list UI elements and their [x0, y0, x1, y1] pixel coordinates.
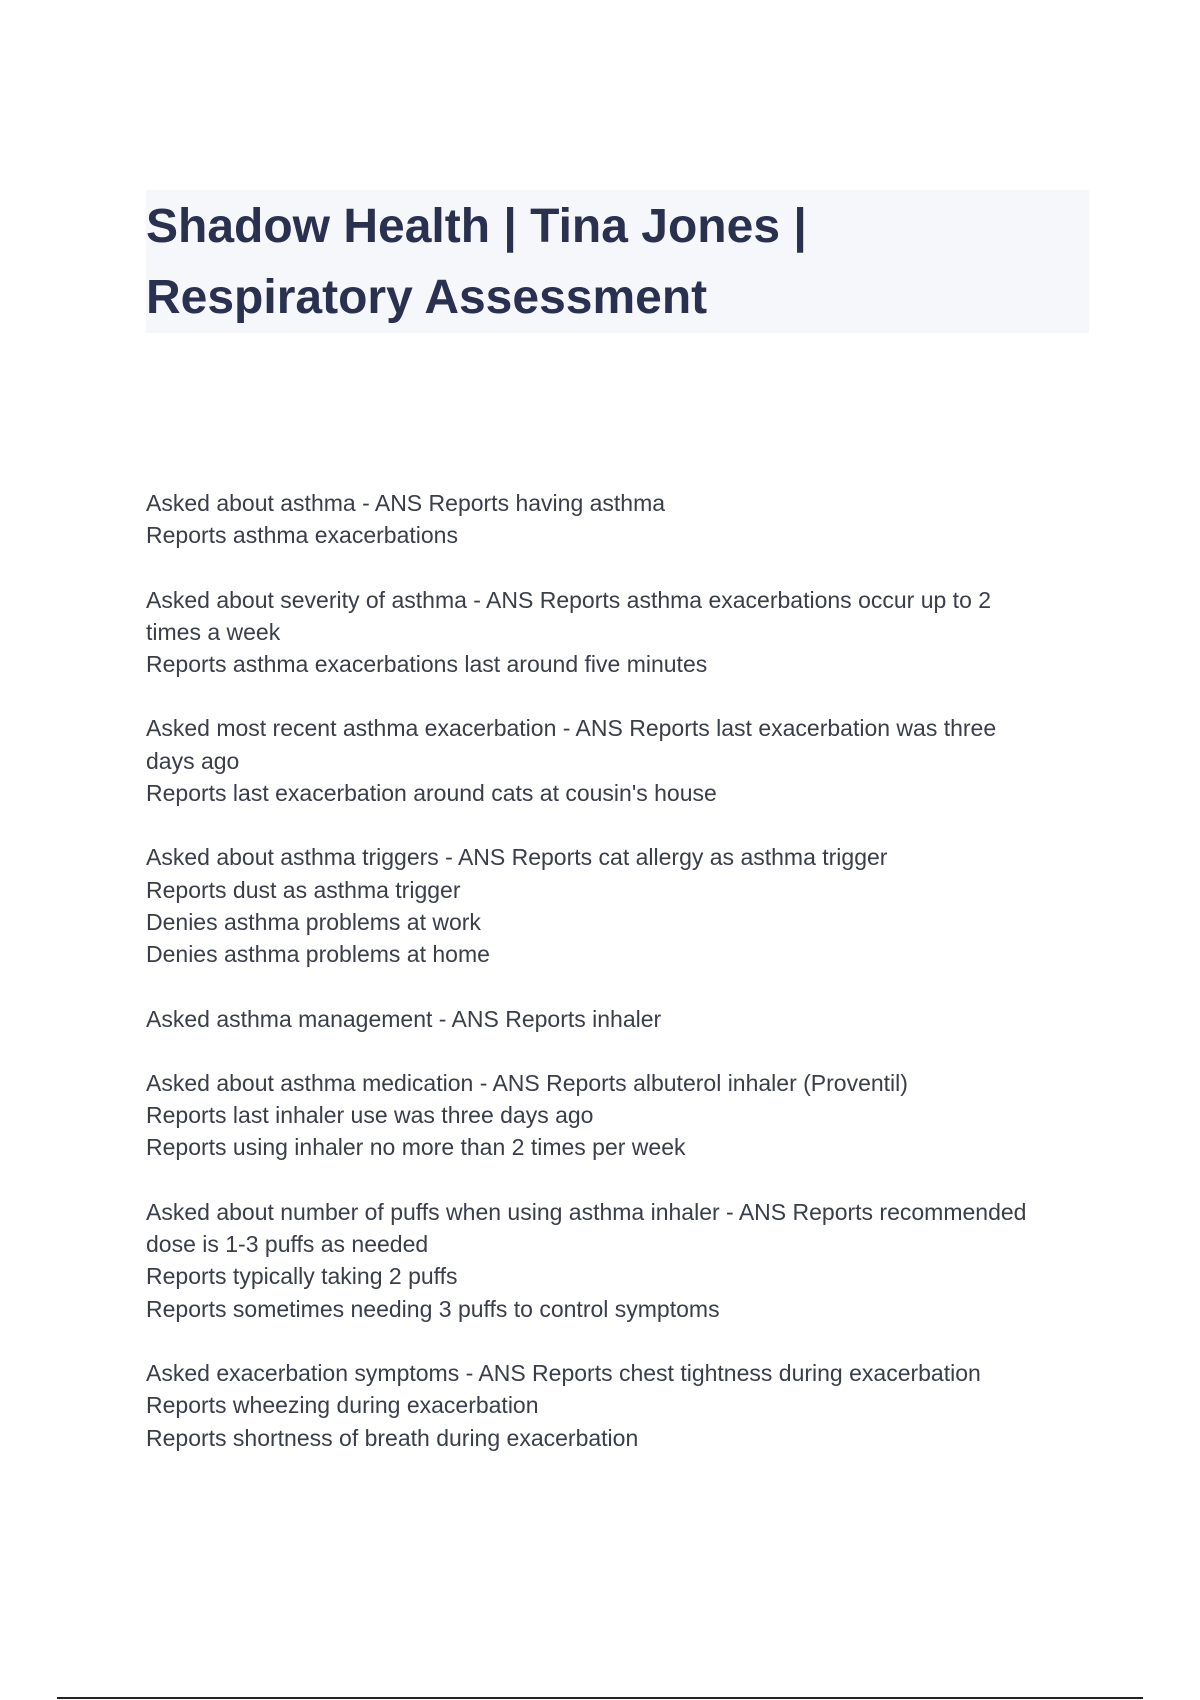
qa-entry: [146, 841, 1096, 970]
qa-entry: [146, 1067, 1096, 1164]
qa-entry: [146, 487, 1096, 552]
qa-line: Asked asthma management - ANS Reports inhaler: [146, 1005, 662, 1032]
qa-line: Reports dust as asthma trigger: [146, 876, 461, 903]
qa-line: Reports asthma exacerbations last around five minutes: [146, 651, 708, 678]
qa-line: Reports last inhaler use was three days ago: [146, 1102, 594, 1129]
qa-entry: [146, 1003, 1096, 1035]
footer-divider: [57, 1697, 1143, 1699]
qa-line: Asked about asthma - ANS Reports having asthma: [146, 490, 666, 516]
qa-entry: [146, 1357, 1096, 1454]
qa-line: Reports shortness of breath during exacerbation: [146, 1424, 639, 1451]
title-line-2: Respiratory Assessment: [146, 271, 708, 324]
title-block: [146, 190, 1089, 333]
qa-line: Asked most recent asthma exacerbation - ANS Reports last exacerbation was three: [146, 715, 997, 742]
title-line-1: Shadow Health | Tina Jones |: [146, 200, 807, 253]
qa-line: times a week: [146, 618, 281, 645]
qa-line: Reports last exacerbation around cats at cousin's house: [146, 780, 717, 807]
qa-list: [146, 487, 1096, 1486]
qa-line: Reports typically taking 2 puffs: [146, 1263, 458, 1290]
qa-entry: [146, 712, 1096, 809]
qa-line: Reports wheezing during exacerbation: [146, 1392, 539, 1419]
qa-line: Asked about asthma triggers - ANS Reports cat allergy as asthma trigger: [146, 844, 888, 871]
qa-line: Denies asthma problems at home: [146, 941, 490, 968]
page-title: [146, 190, 1089, 333]
qa-line: Asked exacerbation symptoms - ANS Reports chest tightness during exacerbation: [146, 1359, 981, 1386]
qa-line: Reports sometimes needing 3 puffs to control symptoms: [146, 1295, 720, 1322]
qa-line: dose is 1-3 puffs as needed: [146, 1231, 429, 1258]
qa-entry: [146, 1196, 1096, 1325]
qa-line: Asked about severity of asthma - ANS Reports asthma exacerbations occur up to 2: [146, 586, 992, 613]
qa-line: days ago: [146, 747, 240, 774]
qa-entry: [146, 584, 1096, 681]
qa-line: Reports using inhaler no more than 2 times per week: [146, 1134, 686, 1161]
qa-line: Denies asthma problems at work: [146, 908, 481, 935]
qa-line: Reports asthma exacerbations: [146, 522, 458, 549]
qa-line: Asked about asthma medication - ANS Reports albuterol inhaler (Proventil): [146, 1069, 908, 1096]
qa-line: Asked about number of puffs when using asthma inhaler - ANS Reports recommended: [146, 1198, 1027, 1225]
